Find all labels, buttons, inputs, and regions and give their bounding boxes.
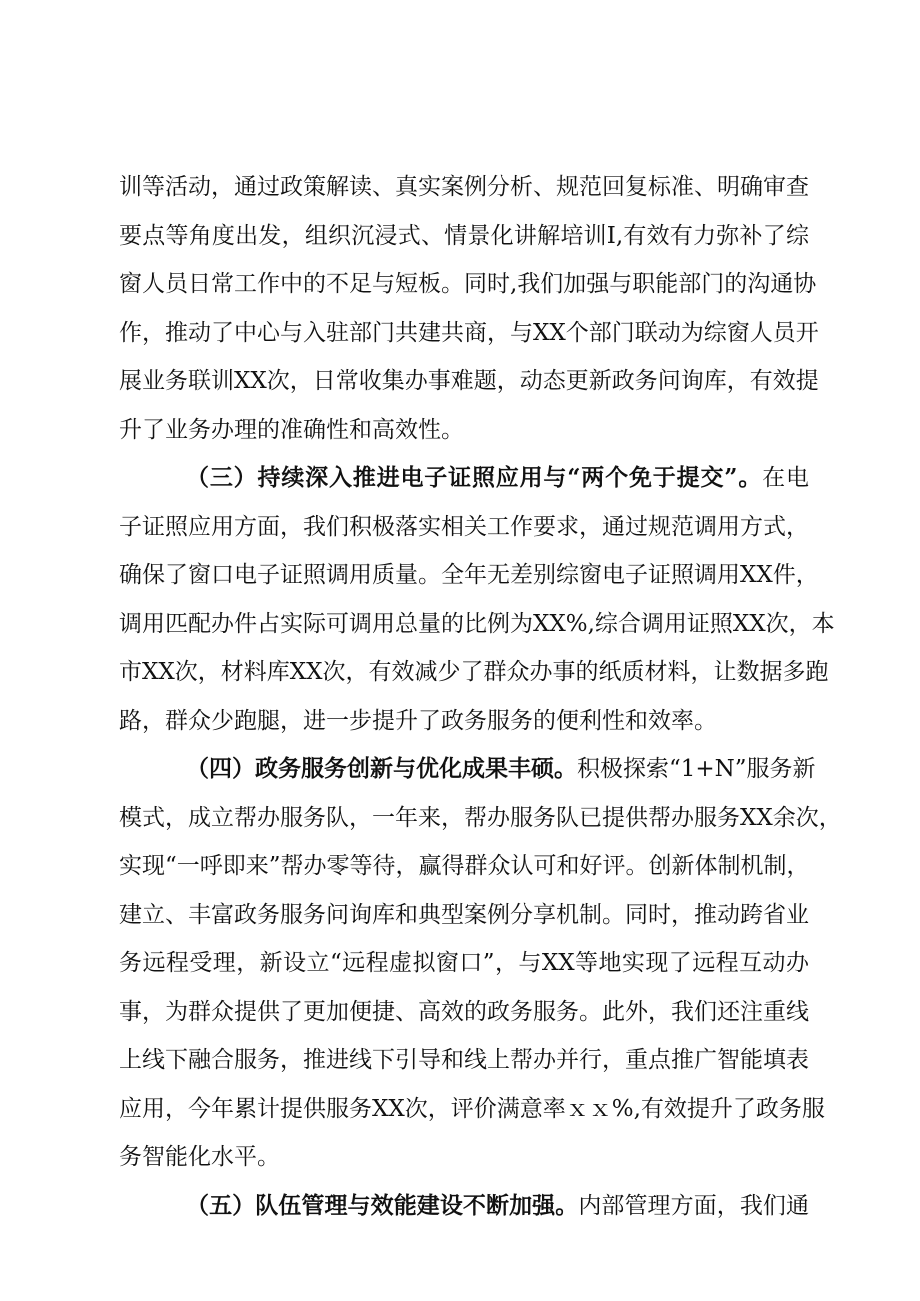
section-heading-line bbox=[186, 463, 809, 493]
section-heading-continuation: 积极探索“1+N”服务新 bbox=[577, 756, 816, 782]
paragraph-line: 确保了窗口电子证照调用质量。全年无差别综窗电子证照调用XX件， bbox=[119, 562, 819, 588]
paragraph-line: 上线下融合服务，推进线下引导和线上帮办并行，重点推广智能填表 bbox=[119, 1047, 809, 1073]
section-heading: （四）政务服务创新与优化成果丰硕。 bbox=[186, 755, 577, 782]
section-heading: （三）持续深入推进电子证照应用与“两个免于提交”。 bbox=[186, 464, 763, 491]
paragraph-line: 作，推动了中心与入驻部门共建共商，与XX个部门联动为综窗人员开 bbox=[119, 320, 819, 346]
paragraph-line: 窗人员日常工作中的不足与短板。同时,我们加强与职能部门的沟通协 bbox=[119, 271, 817, 297]
paragraph-line: 展业务联训XX次，日常收集办事难题，动态更新政务问询库，有效提 bbox=[119, 368, 819, 394]
paragraph-line: 事，为群众提供了更加便捷、高效的政务服务。此外，我们还注重线 bbox=[119, 999, 809, 1025]
paragraph-line: 建立、丰富政务服务问询库和典型案例分享机制。同时，推动跨省业 bbox=[119, 902, 809, 928]
paragraph-line: 模式，成立帮办服务队，一年来，帮办服务队已提供帮办服务XX余次， bbox=[119, 805, 842, 831]
paragraph-line: 训等活动，通过政策解读、真实案例分析、规范回复标准、明确审查 bbox=[119, 174, 809, 200]
paragraph-line: 子证照应用方面，我们积极落实相关工作要求，通过规范调用方式， bbox=[119, 514, 809, 540]
section-heading: （五）队伍管理与效能建设不断加强。 bbox=[186, 1192, 579, 1219]
section-heading-line bbox=[186, 1191, 809, 1221]
paragraph-line: 务智能化水平。 bbox=[119, 1144, 280, 1170]
section-heading-continuation: 内部管理方面，我们通 bbox=[578, 1193, 810, 1219]
section-heading-continuation: 在电 bbox=[762, 465, 809, 491]
section-heading-line bbox=[186, 754, 816, 784]
paragraph-line: 市XX次，材料库XX次，有效减少了群众办事的纸质材料，让数据多跑 bbox=[119, 659, 829, 685]
paragraph-line: 实现“一呼即来”帮办零等待，赢得群众认可和好评。创新体制机制， bbox=[119, 853, 810, 879]
paragraph-line: 升了业务办理的准确性和高效性。 bbox=[119, 417, 464, 443]
paragraph-line: 调用匹配办件占实际可调用总量的比例为XX%,综合调用证照XX次，本 bbox=[119, 611, 835, 637]
paragraph-line: 应用，今年累计提供服务XX次，评价满意率ｘｘ%,有效提升了政务服 bbox=[119, 1096, 825, 1122]
paragraph-line: 路，群众少跑腿，进一步提升了政务服务的便利性和效率。 bbox=[119, 708, 717, 734]
paragraph-line: 务远程受理，新设立“远程虚拟窗口”，与XX等地实现了远程互动办 bbox=[119, 950, 809, 976]
paragraph-line: 要点等角度出发，组织沉浸式、情景化讲解培训I,有效有力弥补了综 bbox=[119, 223, 809, 249]
